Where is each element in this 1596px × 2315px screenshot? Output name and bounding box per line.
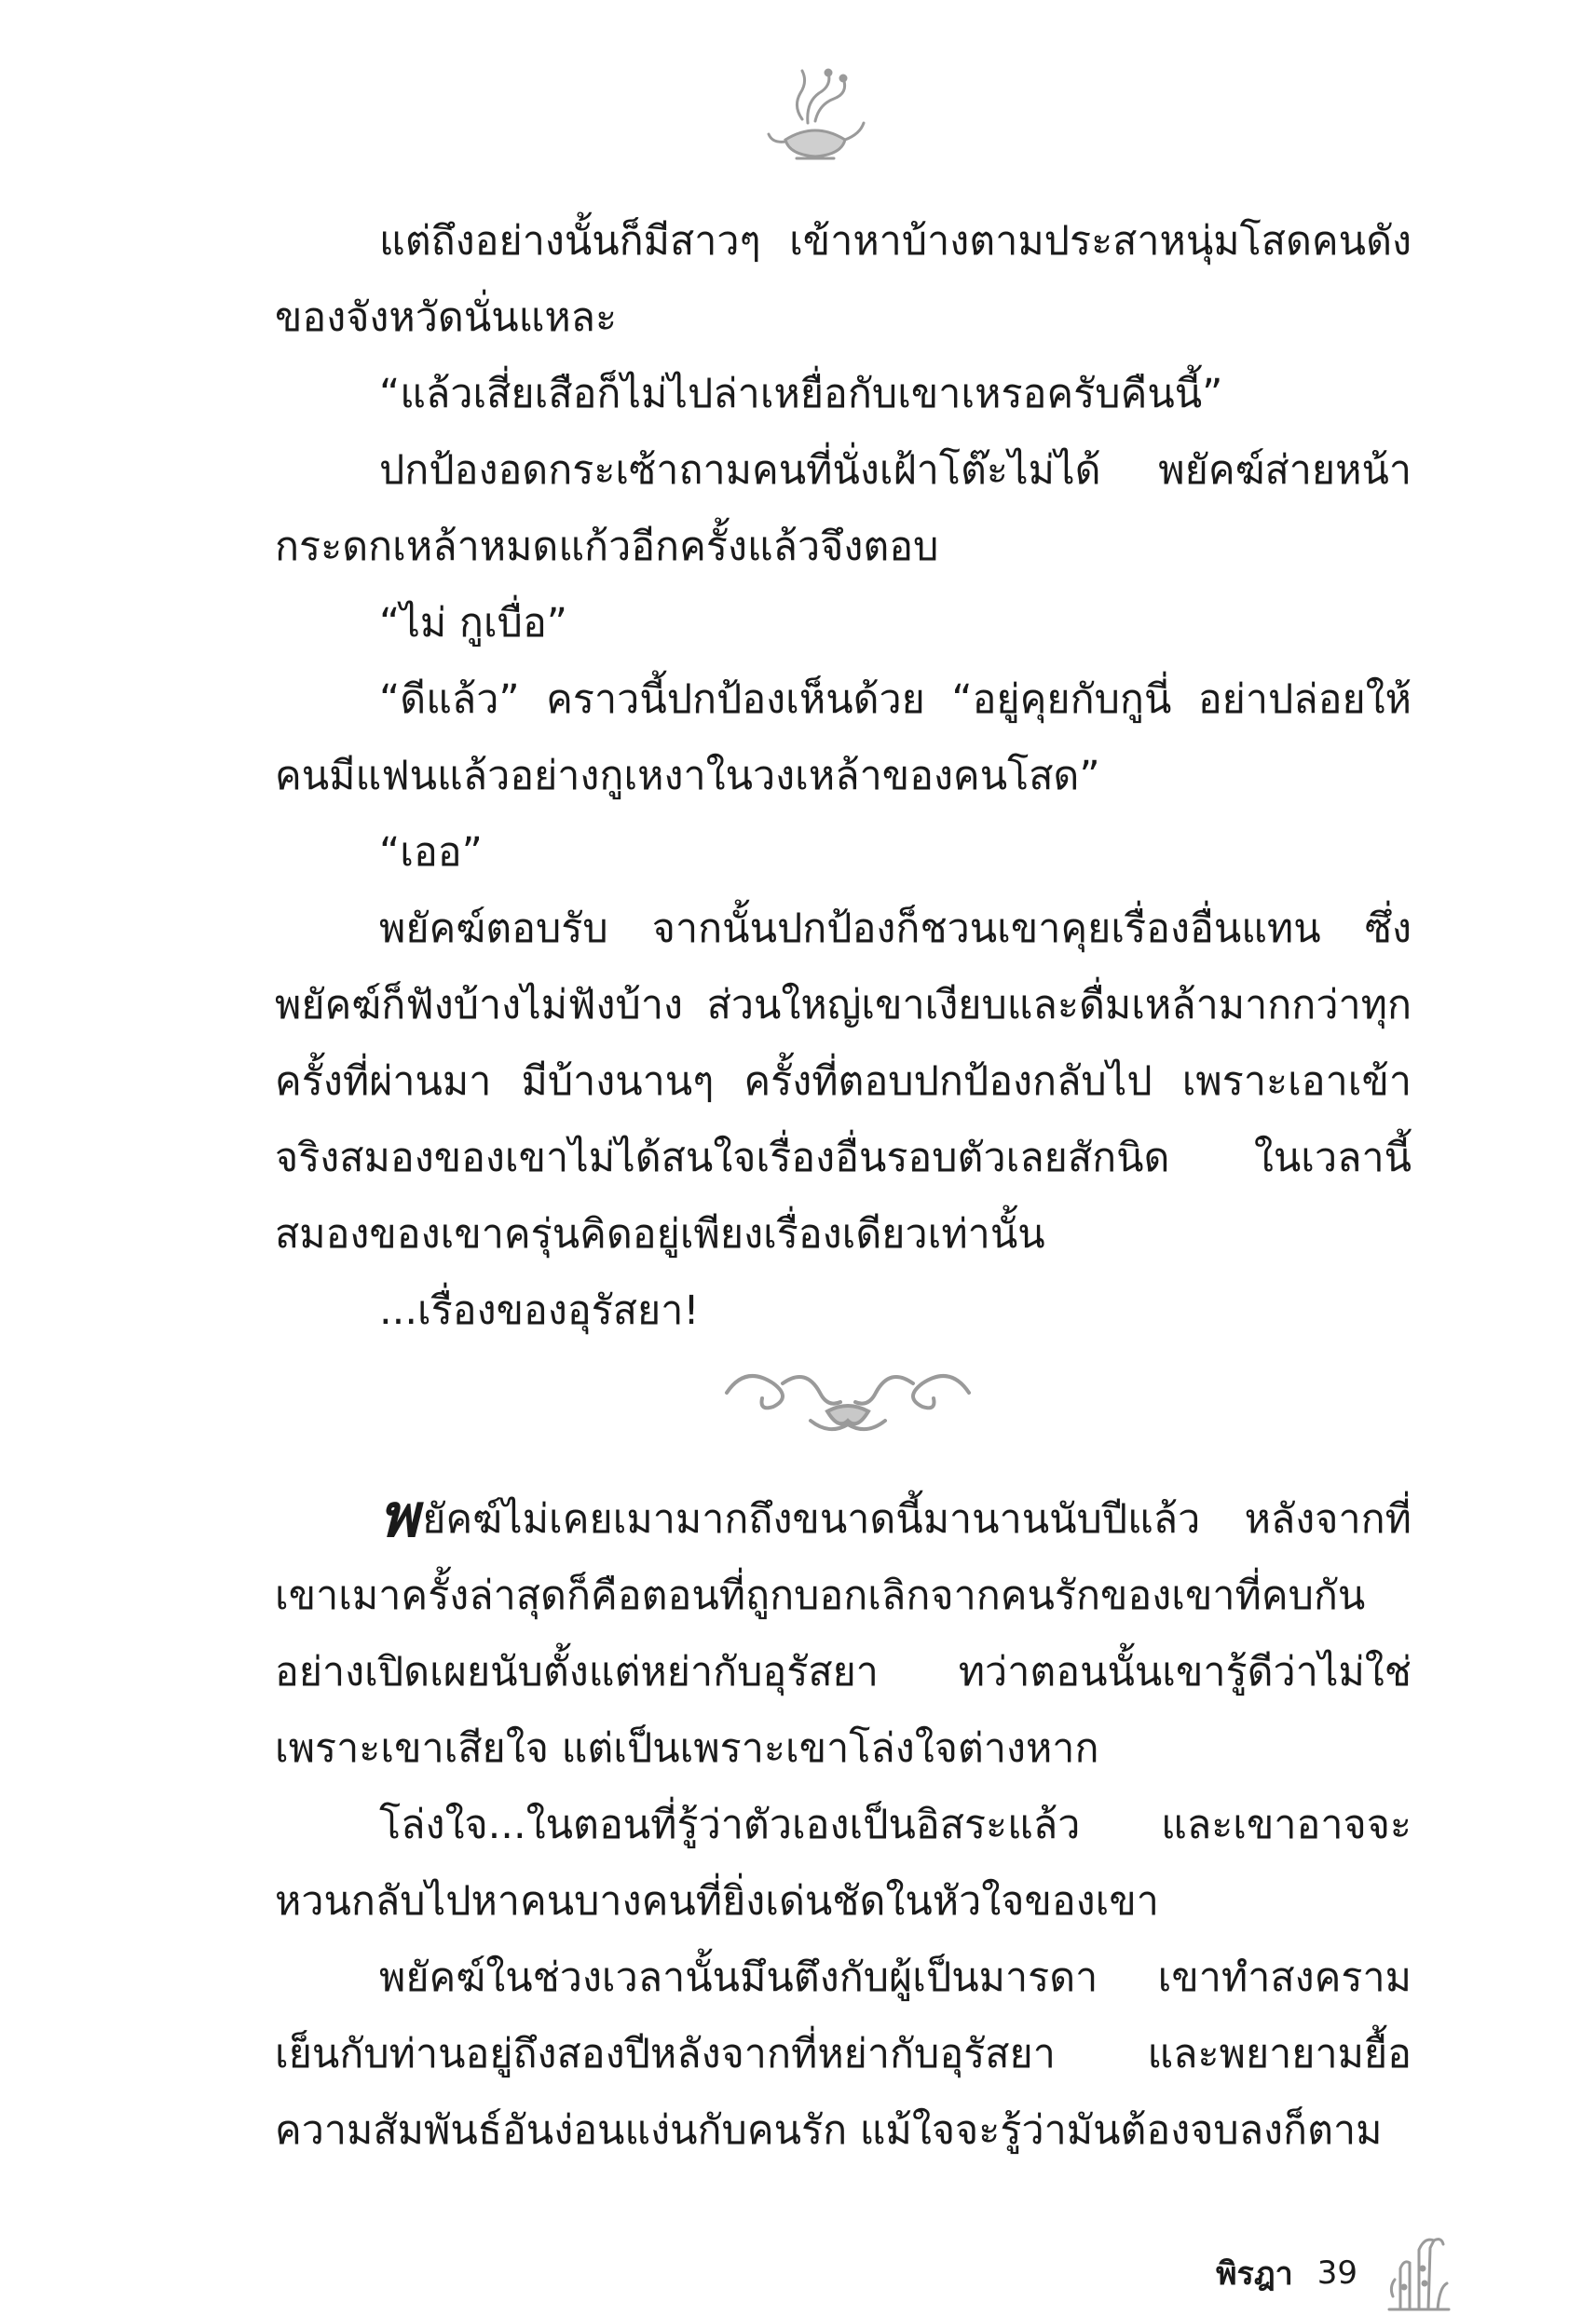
paragraph: “เออ” bbox=[379, 829, 483, 876]
text-block-bottom bbox=[275, 1481, 1412, 2169]
paragraph: แต่ถึงอย่างนั้นก็มีสาวๆ เข้าหาบ้างตามประสาหนุ่มโสดคนดังของจังหวัดนั่นแหละ bbox=[275, 218, 1412, 341]
giraffe-ornament-icon bbox=[1382, 2231, 1456, 2315]
paragraph: โล่งใจ...ในตอนที่รู้ว่าตัวเองเป็นอิสระแล้ว และเขาอาจจะหวนกลับไปหาคนบางคนที่ยิ่งเด่นชัดในหัวใจของเขา bbox=[275, 1802, 1412, 1925]
teapot-ornament-icon bbox=[759, 65, 871, 168]
dropcap: พ bbox=[379, 1481, 419, 1551]
author-name: พิรฎา bbox=[1216, 2255, 1293, 2293]
text-block-top bbox=[275, 203, 1412, 1349]
paragraph-with-dropcap bbox=[275, 1481, 1412, 1787]
paragraph: พยัคฆ์ตอบรับ จากนั้นปกป้องก็ชวนเขาคุยเรื่องอื่นแทน ซึ่งพยัคฆ์ก็ฟังบ้างไม่ฟังบ้าง ส่วนใหญ่เขาเงียบและดื่มเหล้ามากกว่าทุกครั้งที่ผ่านมา มีบ้างนานๆ ครั้งที่ตอบปกป้องกลับไป เพราะเอาเข้าจริงสมองของเขาไม่ได้สนใจเรื่องอื่นรอบตัวเลยสักนิด ในเวลานี้สมองของเขาครุ่นคิดอยู่เพียงเรื่องเดียวเท่านั้น bbox=[275, 906, 1412, 1258]
page-number: 39 bbox=[1316, 2254, 1357, 2292]
floral-divider-icon bbox=[717, 1355, 978, 1439]
paragraph: ปกป้องอดกระเซ้าถามคนที่นั่งเฝ้าโต๊ะไม่ได้ พยัคฆ์ส่ายหน้ากระดกเหล้าหมดแก้วอีกครั้งแล้วจึงตอบ bbox=[275, 447, 1412, 570]
page-footer bbox=[1216, 2231, 1456, 2315]
paragraph-text: ยัคฆ์ไม่เคยเมามากถึงขนาดนี้มานานนับปีแล้ว หลังจากที่เขาเมาครั้งล่าสุดก็คือตอนที่ถูกบอกเลิกจากคนรักของเขาที่คบกันอย่างเปิดเผยนับตั้งแต่หย่ากับอุรัสยา ทว่าตอนนั้นเขารู้ดีว่าไม่ใช่เพราะเขาเสียใจ แต่เป็นเพราะเขาโล่งใจต่างหาก bbox=[275, 1496, 1412, 1772]
paragraph: ...เรื่องของอุรัสยา! bbox=[379, 1287, 700, 1334]
paragraph: พยัคฆ์ในช่วงเวลานั้นมึนตึงกับผู้เป็นมารดา เขาทำสงครามเย็นกับท่านอยู่ถึงสองปีหลังจากที่หย่ากับอุรัสยา และพยายามยื้อความสัมพันธ์อันง่อนแง่นกับคนรัก แม้ใจจะรู้ว่ามันต้องจบลงก็ตาม bbox=[275, 1954, 1412, 2154]
paragraph: “ไม่ กูเบื่อ” bbox=[379, 600, 568, 647]
paragraph: “ดีแล้ว” คราวนี้ปกป้องเห็นด้วย “อยู่คุยกับกูนี่ อย่าปล่อยให้คนมีแฟนแล้วอย่างกูเหงาในวงเหล้าของคนโสด” bbox=[275, 676, 1412, 799]
paragraph: “แล้วเสี่ยเสือก็ไม่ไปล่าเหยื่อกับเขาเหรอครับคืนนี้” bbox=[379, 371, 1223, 417]
